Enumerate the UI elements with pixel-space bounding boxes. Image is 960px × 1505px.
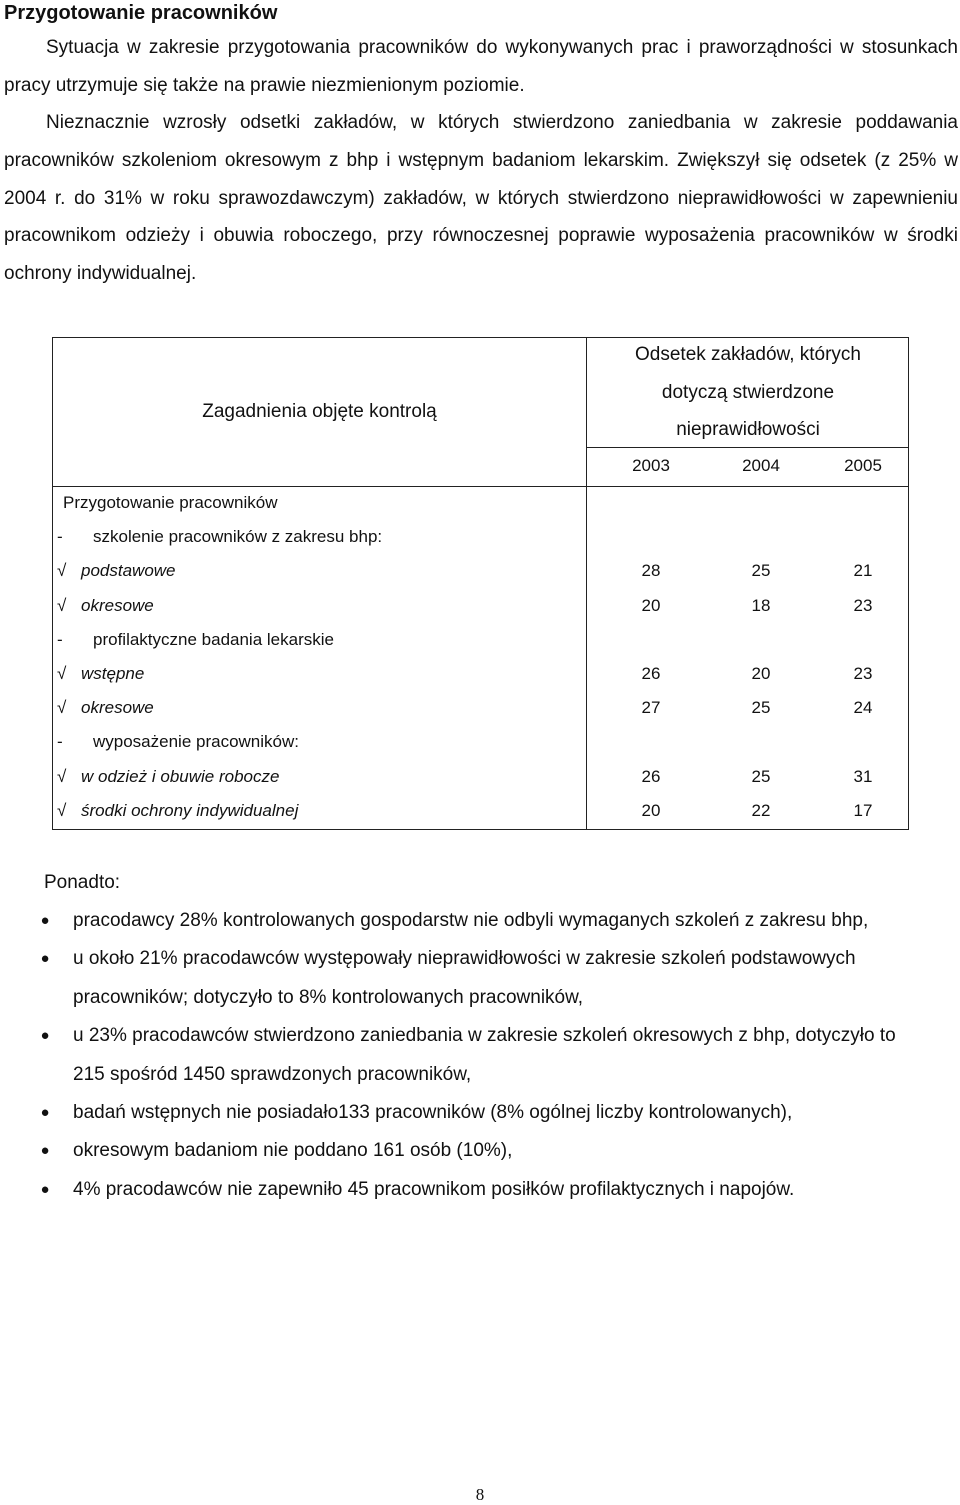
list-item	[40, 1132, 930, 1170]
row-subcategory-label	[57, 725, 299, 759]
page-number: 8	[475, 1485, 485, 1504]
list-item-text: okresowym badaniom nie poddano 161 osób (10%),	[73, 1140, 513, 1162]
list-item-text: pracodawcy 28% kontrolowanych gospodarstw nie odbyli wymaganych szkoleń z zakresu bhp,	[73, 910, 869, 931]
row-item-label	[57, 691, 154, 725]
list-item	[40, 1171, 930, 1209]
dash-marker: -	[57, 527, 63, 547]
table-row	[53, 486, 908, 520]
row-label-text: w odzież i obuwie robocze	[81, 766, 280, 786]
value-cell-2003: 26	[641, 664, 661, 683]
table-row	[53, 657, 908, 691]
table-header-percentage-text: Odsetek zakładów, których dotyczą stwierdzone nieprawidłowości	[635, 344, 861, 441]
list-item-text: u około 21% pracodawców występowały nieprawidłowości w zakresie szkoleń podstawowych pracowników; dotyczyło to 8% kontrolowanych pracowników,	[73, 948, 856, 1008]
row-item-label	[57, 760, 279, 794]
value-cell-2005: 21	[853, 561, 873, 581]
bullet-icon: ●	[40, 1142, 50, 1160]
value-cell-2005: 17	[853, 800, 873, 820]
value-cell-2004: 22	[751, 800, 771, 820]
check-icon: √	[57, 766, 67, 786]
table-row	[53, 794, 908, 828]
value-cell-2003: 20	[641, 800, 661, 820]
bullet-icon: ●	[40, 1027, 50, 1045]
bullet-icon: ●	[40, 1180, 50, 1198]
value-cell-2004: 25	[751, 766, 771, 786]
check-icon: √	[57, 595, 67, 615]
value-cell-2003: 27	[641, 698, 661, 718]
table-row	[53, 691, 908, 725]
value-cell-2003: 20	[641, 595, 661, 615]
ponadto-label: Ponadto:	[44, 872, 121, 893]
bullet-list	[40, 902, 930, 1209]
value-cell-2003: 26	[641, 766, 661, 786]
table-row	[53, 554, 908, 588]
row-section-label: Przygotowanie pracowników	[63, 493, 278, 512]
row-subcategory-label	[57, 623, 334, 657]
table-row	[53, 725, 908, 759]
year-header-2004: 2004	[742, 456, 780, 475]
value-cell-2004: 25	[751, 561, 771, 581]
year-header-2005: 2005	[844, 456, 882, 475]
year-header-2003: 2003	[632, 456, 670, 475]
row-item-label	[57, 554, 176, 588]
list-item-text: u 23% pracodawców stwierdzono zaniedbania w zakresie szkoleń okresowych z bhp, dotyczyło to 215 spośród 1450 sprawdzonych pracowników,	[73, 1025, 896, 1085]
row-label-text: szkolenie pracowników z zakresu bhp:	[93, 527, 383, 547]
value-cell-2005: 24	[853, 698, 873, 718]
list-item	[40, 1094, 930, 1132]
list-item	[40, 940, 930, 1017]
list-item	[40, 902, 930, 940]
row-item-label	[57, 589, 154, 623]
table-row	[53, 589, 908, 623]
row-label-text: podstawowe	[81, 561, 176, 581]
paragraph-1: Sytuacja w zakresie przygotowania pracowników do wykonywanych prac i praworządności w stosunkach pracy utrzymuje się także na prawie niezmienionym poziomie.	[4, 37, 958, 96]
table-header-percentage	[587, 338, 909, 447]
row-label-text: wstępne	[81, 664, 145, 683]
dash-marker: -	[57, 629, 63, 649]
row-subcategory-label	[57, 520, 382, 554]
dash-marker: -	[57, 732, 63, 752]
value-cell-2004: 25	[751, 698, 771, 718]
list-item	[40, 1017, 930, 1094]
value-cell-2004: 18	[751, 595, 771, 615]
row-label-text: profilaktyczne badania lekarskie	[93, 629, 334, 649]
section-heading: Przygotowanie pracowników	[4, 2, 278, 24]
list-item-text: badań wstępnych nie posiadało133 pracowników (8% ogólnej liczby kontrolowanych),	[73, 1102, 793, 1124]
check-icon: √	[57, 561, 67, 581]
bullet-icon: ●	[40, 912, 50, 929]
row-item-label	[57, 794, 298, 828]
row-item-label	[57, 657, 144, 691]
value-cell-2003: 28	[641, 561, 661, 581]
row-label-text: wyposażenie pracowników:	[93, 732, 299, 752]
check-icon: √	[57, 800, 67, 820]
value-cell-2005: 23	[853, 664, 873, 683]
table-row	[53, 623, 908, 657]
paragraph-2: Nieznacznie wzrosły odsetki zakładów, w których stwierdzono zaniedbania w zakresie poddawania pracowników szkoleniom okresowym z bhp i wstępnym badaniom lekarskim. Zwiększył się odsetek (z 25% w 2004 r. do 31% w roku sprawozdawczym) zakładów, w których stwierdzono nieprawidłowości w zapewnieniu pracownikom odzieży i obuwia roboczego, przy równoczesnej poprawie wyposażenia pracowników w środki ochrony indywidualnej.	[4, 112, 958, 285]
value-cell-2005: 23	[853, 595, 873, 615]
row-label-text: środki ochrony indywidualnej	[81, 800, 299, 820]
bullet-icon: ●	[40, 950, 50, 968]
table-row	[53, 760, 908, 794]
inspection-table	[52, 337, 909, 830]
value-cell-2004: 20	[751, 664, 771, 683]
row-label-text: okresowe	[81, 698, 154, 718]
table-header-topics: Zagadnienia objęte kontrolą	[202, 401, 437, 422]
check-icon: √	[57, 664, 67, 683]
list-item-text: 4% pracodawców nie zapewniło 45 pracownikom posiłków profilaktycznych i napojów.	[73, 1178, 795, 1200]
row-label-text: okresowe	[81, 595, 154, 615]
check-icon: √	[57, 698, 67, 718]
value-cell-2005: 31	[853, 766, 873, 786]
table-row	[53, 520, 908, 554]
bullet-icon: ●	[40, 1104, 50, 1122]
